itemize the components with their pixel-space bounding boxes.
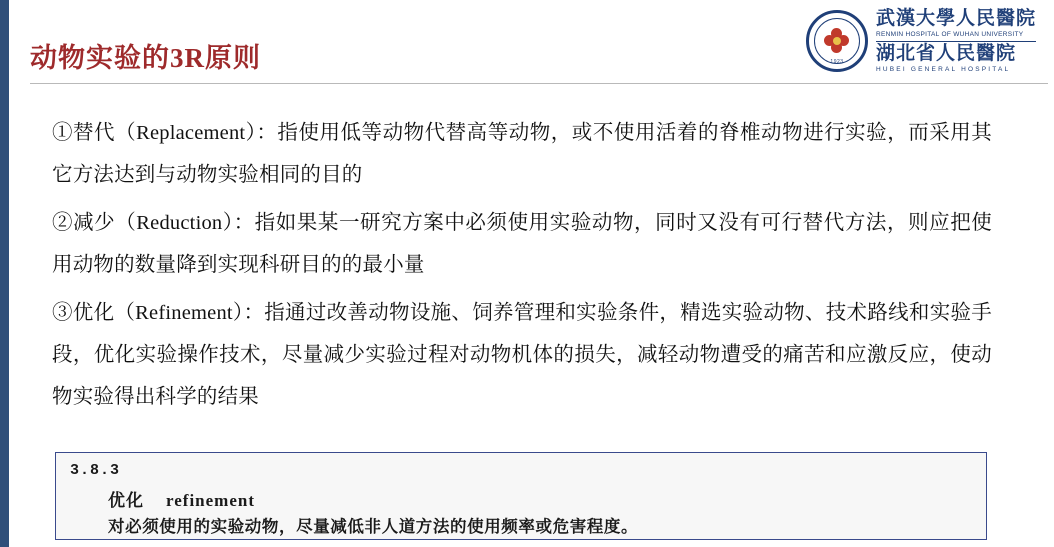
header-divider — [30, 83, 1048, 84]
emblem-year: 1923 — [830, 59, 844, 65]
hospital-emblem-icon — [806, 10, 868, 72]
hospital-name-cn-primary: 武漢大學人民醫院 — [875, 7, 1036, 29]
logo-divider — [876, 41, 1036, 42]
left-accent-bar — [0, 0, 9, 547]
definition-number: 3.8.3 — [70, 462, 121, 479]
hospital-name-cn-secondary: 湖北省人民醫院 — [875, 42, 1016, 64]
hospital-logo-text — [876, 9, 1036, 74]
flower-icon — [824, 28, 850, 54]
hospital-name-en-primary: RENMIN HOSPITAL OF WUHAN UNIVERSITY — [875, 30, 1024, 38]
definition-text: 对必须使用的实验动物，尽量减低非人道方法的使用频率或危害程度。 — [108, 517, 639, 536]
principle-paragraph-replacement: ①替代（Replacement）：指使用低等动物代替高等动物，或不使用活着的脊椎动物进行实验，而采用其它方法达到与动物实验相同的目的 — [52, 122, 992, 186]
definition-callout-box — [55, 452, 987, 540]
principle-paragraph-reduction: ②减少（Reduction）：指如果某一研究方案中必须使用实验动物，同时又没有可行替代方法，则应把使用动物的数量降到实现科研目的的最小量 — [52, 212, 992, 276]
principle-paragraph-refinement: ③优化（Refinement）：指通过改善动物设施、饲养管理和实验条件，精选实验动物、技术路线和实验手段，优化实验操作技术，尽量减少实验过程对动物机体的损失，减轻动物遭受的痛苦和应激反应，使动物实验得出科学的结果 — [52, 302, 992, 408]
definition-term — [108, 486, 255, 511]
slide-body — [52, 112, 992, 424]
page-title: 动物实验的3R原则 — [30, 43, 261, 73]
slide-header — [12, 0, 1054, 86]
hospital-logo — [806, 6, 1036, 76]
definition-term-cn: 优化 — [108, 491, 144, 510]
hospital-name-en-secondary: HUBEI GENERAL HOSPITAL — [875, 65, 1011, 73]
definition-term-en: refinement — [166, 491, 255, 510]
